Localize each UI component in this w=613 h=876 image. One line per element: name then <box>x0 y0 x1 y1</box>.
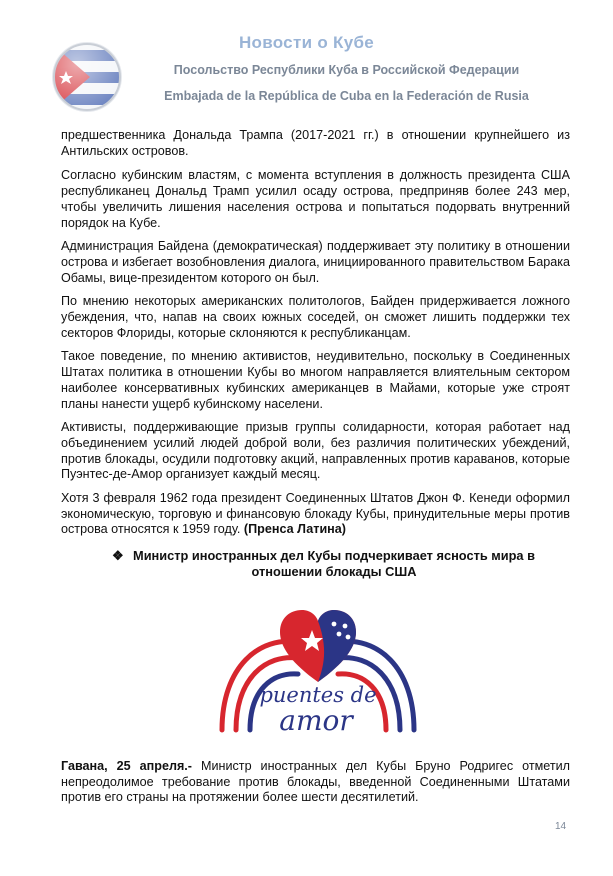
paragraph-6: Активисты, поддерживающие призыв группы солидарности, которая работает над объединением усилий людей доброй воли, без различия политических убеждений, против блокады, осудили подготовку акций, направленных против караванов, которые Пуэнтес-де-Амор организует каждый месяц. <box>61 420 570 482</box>
section-headline-text: Министр иностранных дел Кубы подчеркивает ясность мира в отношении блокады США <box>133 548 535 579</box>
bullet-diamond-icon: ❖ <box>112 548 124 563</box>
paragraph-2: Согласно кубинским властям, с момента вступления в должность президента США республиканец Дональд Трамп усилил осаду острова, предприняв более 243 мер, чтобы увеличить лишения населения острова и попытаться подорвать внутренний порядок на Кубе. <box>61 168 570 230</box>
header-title: Новости о Кубе <box>238 33 375 52</box>
puentes-de-amor-logo <box>200 596 436 748</box>
article-lead-text: Министр иностранных дел Кубы Бруно Родригес отметил непреодолимое требование против блокады, введенной Соединенными Штатами против его страны на протяжении более шести десятилетий. <box>61 759 570 805</box>
paragraph-5: Такое поведение, по мнению активистов, неудивительно, поскольку в Соединенных Штатах политика в отношении Кубы во многом направляется влиятельным сектором наиболее консервативных кубинских американцев в Майами, которые уже строят планы нанести ущерб кубинскому населени. <box>61 349 570 411</box>
page-number: 14 <box>555 821 567 832</box>
page-header <box>0 0 613 120</box>
heart-icon <box>280 610 356 682</box>
dateline: Гавана, 25 апреля.- <box>61 759 192 773</box>
source-credit: (Пренса Латина) <box>243 522 346 537</box>
paragraph-7-text: Хотя 3 февраля 1962 года президент Соединенных Штатов Джон Ф. Кенеди оформил экономическую, торговую и финансовую блокаду Кубы, принудительные меры против острова относятся к 1959 году. <box>61 491 570 537</box>
section-headline <box>112 548 542 580</box>
logo-text-line1: puentes de <box>259 683 377 707</box>
paragraph-3: Администрация Байдена (демократическая) поддерживает эту политику в отношении острова и избегает возобновления диалога, инициированного правительством Барака Обамы, вице-президентом которого он был. <box>61 239 570 285</box>
paragraph-7 <box>61 491 570 538</box>
article-body <box>61 128 570 546</box>
logo-text-line2: amor <box>279 704 353 737</box>
paragraph-4: По мнению некоторых американских политологов, Байден придерживается ложного убеждения, что, напав на своих южных соседей, он сможет лишить поддержки тех секторов Флориды, которые склоняются к республиканцам. <box>61 294 570 340</box>
article-lead-paragraph <box>61 759 570 806</box>
paragraph-1: предшественника Дональда Трампа (2017-2021 гг.) в отношении крупнейшего из Антильских островов. <box>61 128 570 158</box>
header-subtitle-ru: Посольство Республики Куба в Российской Федерации <box>173 63 520 77</box>
header-subtitle-es: Embajada de la República de Cuba en la Federación de Rusia <box>164 89 529 103</box>
